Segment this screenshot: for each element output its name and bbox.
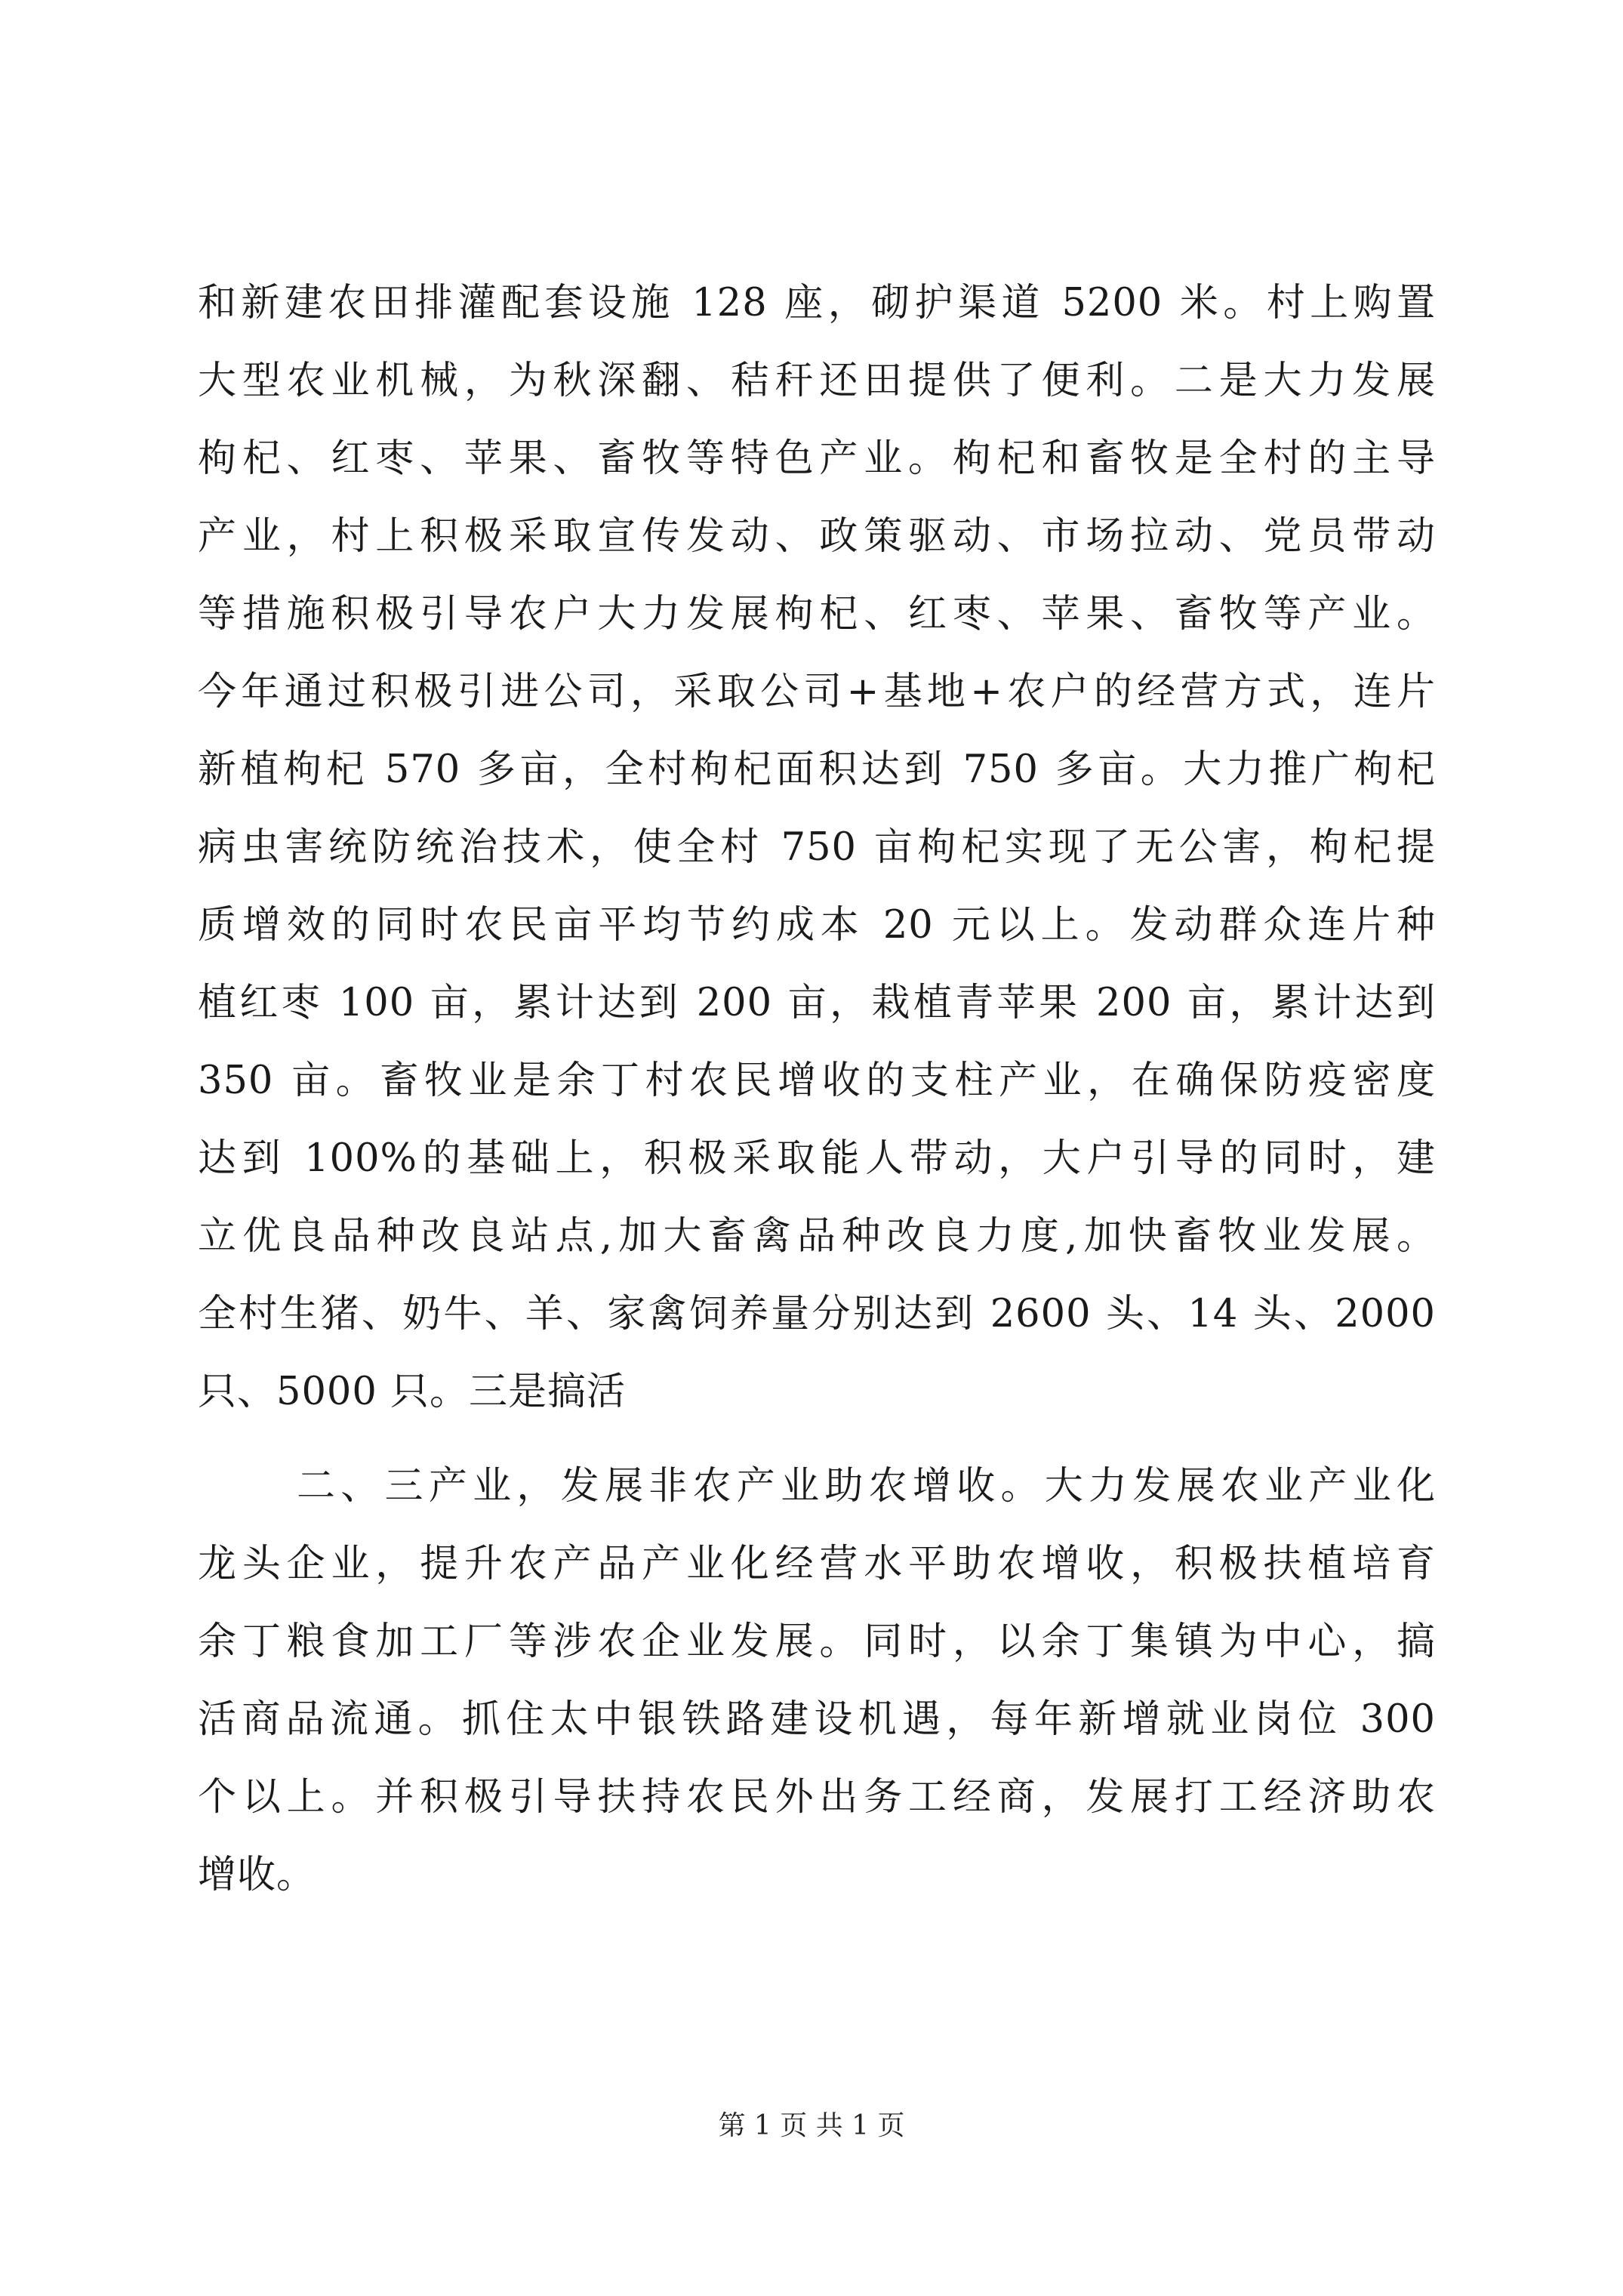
text-line: 个以上。并积极引导扶持农民外出务工经商，发展打工经济助农 [198,1775,1436,1820]
text-line: 和新建农田排灌配套设施 128 座，砌护渠道 5200 米。村上购置 [198,281,1436,325]
text-line: 只、5000 只。三是搞活 [198,1370,627,1414]
text-line: 立优良品种改良站点,加大畜禽品种改良力度,加快畜牧业发展。 [198,1214,1436,1259]
text-line: 植红枣 100 亩，累计达到 200 亩，栽植青苹果 200 亩，累计达到 [198,981,1436,1025]
text-line: 大型农业机械，为秋深翻、秸秆还田提供了便利。二是大力发展 [198,359,1436,403]
text-line: 活商品流通。抓住太中银铁路建设机遇，每年新增就业岗位 300 [198,1697,1436,1742]
text-line: 质增效的同时农民亩平均节约成本 20 元以上。发动群众连片种 [198,903,1436,948]
text-line: 产业，村上积极采取宣传发动、政策驱动、市场拉动、党员带动 [198,514,1436,559]
text-line: 余丁粮食加工厂等涉农企业发展。同时，以余丁集镇为中心，搞 [198,1620,1436,1664]
text-line: 增收。 [198,1853,316,1897]
text-line: 枸杞、红枣、苹果、畜牧等特色产业。枸杞和畜牧是全村的主导 [198,436,1436,481]
text-line-indented: 二、三产业，发展非农产业助农增收。大力发展农业产业化 [297,1464,1436,1509]
text-line: 达到 100%的基础上，积极采取能人带动，大户引导的同时，建 [198,1136,1436,1181]
text-line: 今年通过积极引进公司，采取公司+基地+农户的经营方式，连片 [198,670,1436,714]
paragraph-2 [198,1447,1436,1914]
document-body [198,264,1436,1914]
paragraph-1 [198,264,1436,1431]
text-line: 350 亩。畜牧业是余丁村农民增收的支柱产业，在确保防疫密度 [198,1059,1436,1103]
text-line: 龙头企业，提升农产品产业化经营水平助农增收，积极扶植培育 [198,1542,1436,1586]
text-line: 等措施积极引导农户大力发展枸杞、红枣、苹果、畜牧等产业。 [198,592,1436,636]
text-line: 病虫害统防统治技术，使全村 750 亩枸杞实现了无公害，枸杞提 [198,825,1436,870]
text-line: 新植枸杞 570 多亩，全村枸杞面积达到 750 多亩。大力推广枸杞 [198,747,1436,792]
paragraph-gap [198,1431,1436,1447]
page-number-footer: 第 1 页 共 1 页 [718,2110,905,2141]
text-line: 全村生猪、奶牛、羊、家禽饲养量分别达到 2600 头、14 头、2000 [198,1292,1436,1336]
